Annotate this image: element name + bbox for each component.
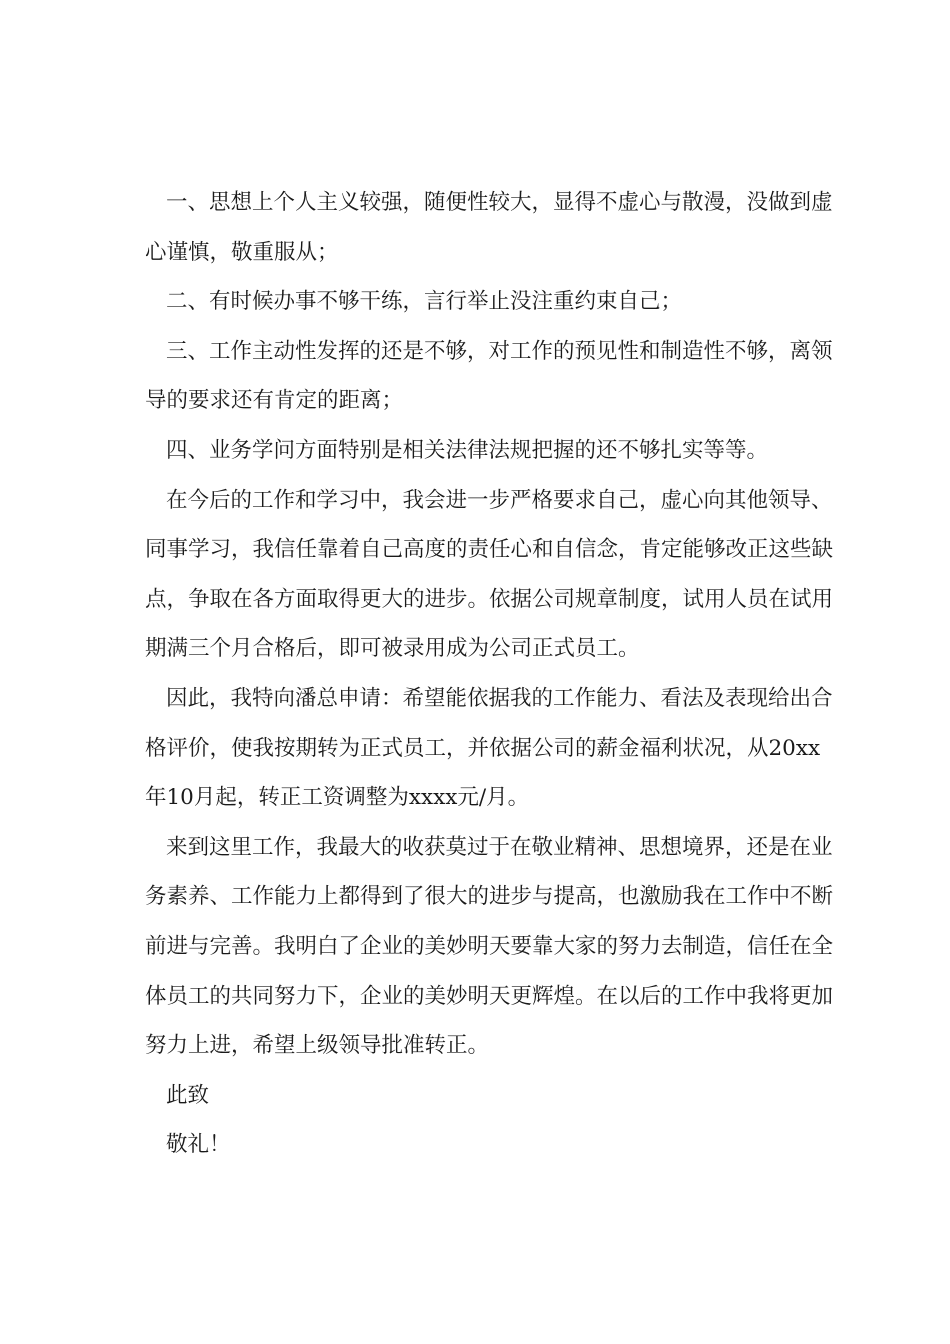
paragraph-point-3: 三、工作主动性发挥的还是不够，对工作的预见性和制造性不够，离领导的要求还有肯定的距离；	[145, 338, 833, 414]
paragraph-request: 因此，我特向潘总申请：希望能依据我的工作能力、看法及表现给出合格评价，使我按期转为正式员工，并依据公司的薪金福利状况，从20xx年10月起，转正工资调整为xxxx元/月。	[145, 685, 833, 811]
paragraph-gains: 来到这里工作，我最大的收获莫过于在敬业精神、思想境界，还是在业务素养、工作能力上都得到了很大的进步与提高，也激励我在工作中不断前进与完善。我明白了企业的美妙明天要靠大家的努力去制造，信任在全体员工的共同努力下，企业的美妙明天更辉煌。在以后的工作中我将更加努力上进，希望上级领导批准转正。	[145, 834, 834, 1059]
paragraph-point-1: 一、思想上个人主义较强，随便性较大，显得不虚心与散漫，没做到虚心谨慎，敬重服从；	[145, 190, 833, 265]
paragraph-improvement: 在今后的工作和学习中，我会进一步严格要求自己，虚心向其他领导、同事学习，我信任靠着自己高度的责任心和自信念，肯定能够改正这些缺点，争取在各方面取得更大的进步。依据公司规章制度，试用人员在试用期满三个月合格后，即可被录用成为公司正式员工。	[145, 487, 834, 662]
closing-salutation: 此致	[166, 1082, 210, 1108]
document-body	[145, 178, 835, 1170]
closing-regards: 敬礼！	[166, 1132, 231, 1158]
paragraph-point-4: 四、业务学问方面特别是相关法律法规把握的还不够扎实等等。	[166, 437, 769, 463]
paragraph-point-2: 二、有时候办事不够干练，言行举止没注重约束自己；	[166, 289, 683, 315]
